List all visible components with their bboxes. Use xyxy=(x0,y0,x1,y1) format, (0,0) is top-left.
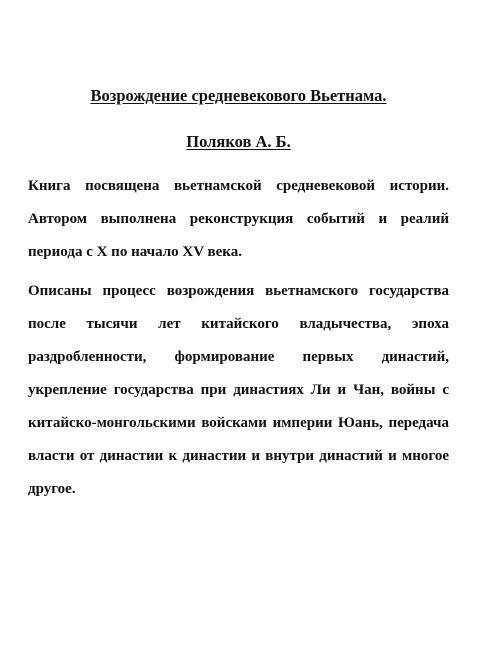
book-title: Возрождение средневекового Вьетнама. xyxy=(90,86,387,105)
description-paragraph-2: Описаны процесс возрождения вьетнамского государства после тысячи лет китайского владычества, эпоха раздробленности, формирование первых династий, укрепление государства при династиях Ли и Чан, войны с китайско-монгольскими войсками империи Юань, передача власти от династии к династии и внутри династий и многое другое. xyxy=(28,283,449,497)
description-paragraph-1: Книга посвящена вьетнамской средневековой истории. Автором выполнена реконструкция событий и реалий периода с X по начало XV века. xyxy=(28,178,449,260)
book-author: Поляков А. Б. xyxy=(186,132,291,151)
